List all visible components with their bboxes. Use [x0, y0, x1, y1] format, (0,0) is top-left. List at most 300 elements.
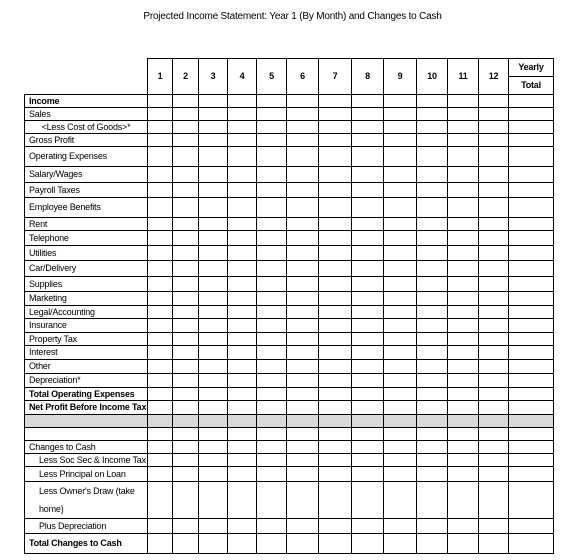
- month-cell[interactable]: [417, 319, 448, 333]
- month-cell[interactable]: [479, 534, 509, 554]
- month-cell[interactable]: [257, 198, 287, 218]
- month-cell[interactable]: [384, 147, 417, 167]
- month-cell[interactable]: [257, 534, 287, 554]
- month-cell[interactable]: [257, 134, 287, 147]
- month-cell[interactable]: [173, 360, 199, 374]
- month-cell[interactable]: [352, 183, 384, 198]
- yearly-total-cell[interactable]: [509, 482, 554, 519]
- month-cell[interactable]: [319, 246, 352, 261]
- month-cell[interactable]: [417, 261, 448, 277]
- yearly-total-cell[interactable]: [509, 454, 554, 467]
- month-cell[interactable]: [352, 95, 384, 108]
- month-cell[interactable]: [384, 415, 417, 428]
- month-cell[interactable]: [173, 292, 199, 306]
- month-cell[interactable]: [384, 218, 417, 231]
- month-cell[interactable]: [448, 261, 479, 277]
- month-cell[interactable]: [287, 198, 319, 218]
- month-cell[interactable]: [417, 519, 448, 534]
- yearly-total-cell[interactable]: [509, 95, 554, 108]
- month-cell[interactable]: [287, 261, 319, 277]
- month-cell[interactable]: [352, 306, 384, 319]
- month-cell[interactable]: [148, 415, 173, 428]
- yearly-total-cell[interactable]: [509, 388, 554, 401]
- month-cell[interactable]: [352, 441, 384, 454]
- yearly-total-cell[interactable]: [509, 534, 554, 554]
- yearly-total-cell[interactable]: [509, 198, 554, 218]
- month-cell[interactable]: [319, 360, 352, 374]
- month-cell[interactable]: [148, 218, 173, 231]
- month-cell[interactable]: [148, 277, 173, 292]
- month-cell[interactable]: [228, 360, 257, 374]
- month-cell[interactable]: [384, 482, 417, 519]
- month-cell[interactable]: [148, 482, 173, 519]
- month-cell[interactable]: [384, 134, 417, 147]
- month-cell[interactable]: [319, 534, 352, 554]
- month-cell[interactable]: [257, 346, 287, 360]
- month-cell[interactable]: [199, 246, 228, 261]
- month-cell[interactable]: [448, 428, 479, 441]
- month-cell[interactable]: [479, 428, 509, 441]
- month-cell[interactable]: [319, 167, 352, 183]
- month-cell[interactable]: [479, 360, 509, 374]
- month-cell[interactable]: [319, 333, 352, 346]
- month-cell[interactable]: [384, 467, 417, 482]
- month-cell[interactable]: [479, 415, 509, 428]
- month-cell[interactable]: [319, 147, 352, 167]
- month-cell[interactable]: [319, 441, 352, 454]
- yearly-total-cell[interactable]: [509, 519, 554, 534]
- month-cell[interactable]: [199, 261, 228, 277]
- month-cell[interactable]: [199, 147, 228, 167]
- month-cell[interactable]: [228, 333, 257, 346]
- yearly-total-cell[interactable]: [509, 231, 554, 246]
- month-cell[interactable]: [228, 306, 257, 319]
- month-cell[interactable]: [479, 519, 509, 534]
- month-cell[interactable]: [228, 467, 257, 482]
- month-cell[interactable]: [319, 231, 352, 246]
- month-cell[interactable]: [173, 121, 199, 134]
- month-cell[interactable]: [199, 108, 228, 121]
- month-cell[interactable]: [257, 454, 287, 467]
- month-cell[interactable]: [448, 482, 479, 519]
- month-cell[interactable]: [417, 231, 448, 246]
- month-cell[interactable]: [319, 482, 352, 519]
- month-cell[interactable]: [199, 415, 228, 428]
- month-cell[interactable]: [148, 147, 173, 167]
- month-cell[interactable]: [384, 183, 417, 198]
- month-cell[interactable]: [257, 218, 287, 231]
- month-cell[interactable]: [228, 482, 257, 519]
- month-cell[interactable]: [352, 519, 384, 534]
- month-cell[interactable]: [287, 306, 319, 319]
- month-cell[interactable]: [228, 218, 257, 231]
- month-cell[interactable]: [173, 231, 199, 246]
- month-cell[interactable]: [287, 534, 319, 554]
- month-cell[interactable]: [448, 95, 479, 108]
- month-cell[interactable]: [448, 467, 479, 482]
- month-cell[interactable]: [148, 428, 173, 441]
- month-cell[interactable]: [448, 218, 479, 231]
- month-cell[interactable]: [173, 534, 199, 554]
- month-cell[interactable]: [199, 333, 228, 346]
- month-cell[interactable]: [148, 374, 173, 388]
- month-cell[interactable]: [199, 534, 228, 554]
- month-cell[interactable]: [352, 167, 384, 183]
- month-cell[interactable]: [479, 441, 509, 454]
- month-cell[interactable]: [287, 454, 319, 467]
- month-cell[interactable]: [228, 388, 257, 401]
- month-cell[interactable]: [319, 218, 352, 231]
- month-cell[interactable]: [479, 292, 509, 306]
- month-cell[interactable]: [384, 333, 417, 346]
- month-cell[interactable]: [148, 246, 173, 261]
- month-cell[interactable]: [448, 198, 479, 218]
- month-cell[interactable]: [173, 277, 199, 292]
- month-cell[interactable]: [479, 261, 509, 277]
- yearly-total-cell[interactable]: [509, 441, 554, 454]
- month-cell[interactable]: [228, 292, 257, 306]
- yearly-total-cell[interactable]: [509, 360, 554, 374]
- month-cell[interactable]: [257, 292, 287, 306]
- month-cell[interactable]: [287, 218, 319, 231]
- month-cell[interactable]: [352, 467, 384, 482]
- month-cell[interactable]: [173, 454, 199, 467]
- month-cell[interactable]: [448, 277, 479, 292]
- month-cell[interactable]: [479, 346, 509, 360]
- yearly-total-cell[interactable]: [509, 218, 554, 231]
- month-cell[interactable]: [228, 454, 257, 467]
- month-cell[interactable]: [287, 519, 319, 534]
- month-cell[interactable]: [173, 198, 199, 218]
- month-cell[interactable]: [319, 277, 352, 292]
- month-cell[interactable]: [319, 261, 352, 277]
- month-cell[interactable]: [148, 519, 173, 534]
- month-cell[interactable]: [417, 218, 448, 231]
- month-cell[interactable]: [319, 454, 352, 467]
- month-cell[interactable]: [352, 428, 384, 441]
- yearly-total-cell[interactable]: [509, 306, 554, 319]
- month-cell[interactable]: [148, 231, 173, 246]
- month-cell[interactable]: [319, 388, 352, 401]
- month-cell[interactable]: [199, 134, 228, 147]
- month-cell[interactable]: [448, 374, 479, 388]
- month-cell[interactable]: [287, 374, 319, 388]
- month-cell[interactable]: [448, 306, 479, 319]
- month-cell[interactable]: [479, 147, 509, 167]
- month-cell[interactable]: [257, 183, 287, 198]
- month-cell[interactable]: [173, 374, 199, 388]
- month-cell[interactable]: [448, 108, 479, 121]
- month-cell[interactable]: [352, 121, 384, 134]
- month-cell[interactable]: [448, 534, 479, 554]
- month-cell[interactable]: [228, 147, 257, 167]
- month-cell[interactable]: [384, 360, 417, 374]
- month-cell[interactable]: [228, 167, 257, 183]
- month-cell[interactable]: [199, 374, 228, 388]
- month-cell[interactable]: [287, 277, 319, 292]
- month-cell[interactable]: [479, 333, 509, 346]
- month-cell[interactable]: [257, 167, 287, 183]
- month-cell[interactable]: [287, 346, 319, 360]
- month-cell[interactable]: [199, 441, 228, 454]
- month-cell[interactable]: [199, 167, 228, 183]
- month-cell[interactable]: [384, 441, 417, 454]
- month-cell[interactable]: [384, 261, 417, 277]
- month-cell[interactable]: [448, 388, 479, 401]
- yearly-total-cell[interactable]: [509, 147, 554, 167]
- month-cell[interactable]: [173, 134, 199, 147]
- yearly-total-cell[interactable]: [509, 167, 554, 183]
- month-cell[interactable]: [448, 183, 479, 198]
- month-cell[interactable]: [319, 428, 352, 441]
- month-cell[interactable]: [319, 198, 352, 218]
- month-cell[interactable]: [319, 183, 352, 198]
- month-cell[interactable]: [199, 218, 228, 231]
- month-cell[interactable]: [319, 134, 352, 147]
- month-cell[interactable]: [352, 292, 384, 306]
- month-cell[interactable]: [319, 306, 352, 319]
- month-cell[interactable]: [384, 292, 417, 306]
- month-cell[interactable]: [257, 360, 287, 374]
- month-cell[interactable]: [479, 167, 509, 183]
- month-cell[interactable]: [352, 319, 384, 333]
- month-cell[interactable]: [417, 121, 448, 134]
- month-cell[interactable]: [257, 388, 287, 401]
- month-cell[interactable]: [228, 231, 257, 246]
- month-cell[interactable]: [148, 346, 173, 360]
- month-cell[interactable]: [417, 388, 448, 401]
- month-cell[interactable]: [384, 306, 417, 319]
- month-cell[interactable]: [352, 534, 384, 554]
- month-cell[interactable]: [448, 134, 479, 147]
- month-cell[interactable]: [173, 482, 199, 519]
- month-cell[interactable]: [352, 261, 384, 277]
- month-cell[interactable]: [148, 333, 173, 346]
- month-cell[interactable]: [173, 441, 199, 454]
- month-cell[interactable]: [448, 319, 479, 333]
- month-cell[interactable]: [228, 95, 257, 108]
- month-cell[interactable]: [287, 388, 319, 401]
- month-cell[interactable]: [228, 428, 257, 441]
- month-cell[interactable]: [287, 441, 319, 454]
- yearly-total-cell[interactable]: [509, 108, 554, 121]
- month-cell[interactable]: [148, 319, 173, 333]
- month-cell[interactable]: [384, 534, 417, 554]
- month-cell[interactable]: [319, 519, 352, 534]
- month-cell[interactable]: [319, 346, 352, 360]
- month-cell[interactable]: [287, 95, 319, 108]
- month-cell[interactable]: [257, 121, 287, 134]
- month-cell[interactable]: [287, 415, 319, 428]
- month-cell[interactable]: [173, 467, 199, 482]
- month-cell[interactable]: [228, 134, 257, 147]
- month-cell[interactable]: [173, 218, 199, 231]
- month-cell[interactable]: [173, 519, 199, 534]
- month-cell[interactable]: [228, 401, 257, 415]
- month-cell[interactable]: [257, 415, 287, 428]
- month-cell[interactable]: [352, 415, 384, 428]
- month-cell[interactable]: [173, 346, 199, 360]
- month-cell[interactable]: [228, 198, 257, 218]
- month-cell[interactable]: [384, 167, 417, 183]
- month-cell[interactable]: [352, 482, 384, 519]
- month-cell[interactable]: [228, 415, 257, 428]
- month-cell[interactable]: [417, 183, 448, 198]
- month-cell[interactable]: [228, 534, 257, 554]
- month-cell[interactable]: [417, 198, 448, 218]
- month-cell[interactable]: [479, 277, 509, 292]
- month-cell[interactable]: [228, 374, 257, 388]
- month-cell[interactable]: [199, 388, 228, 401]
- month-cell[interactable]: [199, 306, 228, 319]
- yearly-total-cell[interactable]: [509, 121, 554, 134]
- month-cell[interactable]: [319, 108, 352, 121]
- month-cell[interactable]: [257, 401, 287, 415]
- yearly-total-cell[interactable]: [509, 401, 554, 415]
- month-cell[interactable]: [173, 415, 199, 428]
- month-cell[interactable]: [287, 467, 319, 482]
- month-cell[interactable]: [148, 95, 173, 108]
- month-cell[interactable]: [287, 360, 319, 374]
- month-cell[interactable]: [479, 95, 509, 108]
- month-cell[interactable]: [148, 134, 173, 147]
- yearly-total-cell[interactable]: [509, 292, 554, 306]
- month-cell[interactable]: [287, 292, 319, 306]
- month-cell[interactable]: [479, 218, 509, 231]
- month-cell[interactable]: [228, 183, 257, 198]
- month-cell[interactable]: [287, 167, 319, 183]
- month-cell[interactable]: [448, 167, 479, 183]
- month-cell[interactable]: [199, 121, 228, 134]
- month-cell[interactable]: [479, 467, 509, 482]
- yearly-total-cell[interactable]: [509, 374, 554, 388]
- month-cell[interactable]: [417, 346, 448, 360]
- month-cell[interactable]: [257, 441, 287, 454]
- month-cell[interactable]: [384, 428, 417, 441]
- month-cell[interactable]: [257, 519, 287, 534]
- month-cell[interactable]: [199, 231, 228, 246]
- month-cell[interactable]: [148, 401, 173, 415]
- month-cell[interactable]: [148, 292, 173, 306]
- month-cell[interactable]: [479, 121, 509, 134]
- month-cell[interactable]: [228, 108, 257, 121]
- month-cell[interactable]: [148, 534, 173, 554]
- yearly-total-cell[interactable]: [509, 428, 554, 441]
- month-cell[interactable]: [319, 319, 352, 333]
- month-cell[interactable]: [199, 319, 228, 333]
- month-cell[interactable]: [352, 454, 384, 467]
- month-cell[interactable]: [148, 306, 173, 319]
- yearly-total-cell[interactable]: [509, 134, 554, 147]
- month-cell[interactable]: [417, 428, 448, 441]
- month-cell[interactable]: [173, 167, 199, 183]
- month-cell[interactable]: [384, 319, 417, 333]
- month-cell[interactable]: [148, 360, 173, 374]
- month-cell[interactable]: [479, 482, 509, 519]
- month-cell[interactable]: [384, 346, 417, 360]
- month-cell[interactable]: [352, 374, 384, 388]
- month-cell[interactable]: [352, 401, 384, 415]
- month-cell[interactable]: [384, 108, 417, 121]
- month-cell[interactable]: [287, 428, 319, 441]
- month-cell[interactable]: [199, 401, 228, 415]
- month-cell[interactable]: [228, 246, 257, 261]
- month-cell[interactable]: [199, 292, 228, 306]
- month-cell[interactable]: [199, 360, 228, 374]
- month-cell[interactable]: [352, 198, 384, 218]
- month-cell[interactable]: [417, 147, 448, 167]
- month-cell[interactable]: [448, 292, 479, 306]
- month-cell[interactable]: [257, 277, 287, 292]
- month-cell[interactable]: [479, 454, 509, 467]
- month-cell[interactable]: [287, 246, 319, 261]
- month-cell[interactable]: [352, 218, 384, 231]
- month-cell[interactable]: [173, 388, 199, 401]
- yearly-total-cell[interactable]: [509, 246, 554, 261]
- month-cell[interactable]: [352, 388, 384, 401]
- month-cell[interactable]: [479, 306, 509, 319]
- month-cell[interactable]: [417, 401, 448, 415]
- month-cell[interactable]: [148, 454, 173, 467]
- month-cell[interactable]: [257, 147, 287, 167]
- month-cell[interactable]: [417, 374, 448, 388]
- month-cell[interactable]: [417, 482, 448, 519]
- month-cell[interactable]: [319, 95, 352, 108]
- month-cell[interactable]: [148, 183, 173, 198]
- month-cell[interactable]: [384, 401, 417, 415]
- month-cell[interactable]: [287, 121, 319, 134]
- month-cell[interactable]: [448, 121, 479, 134]
- month-cell[interactable]: [384, 95, 417, 108]
- yearly-total-cell[interactable]: [509, 415, 554, 428]
- month-cell[interactable]: [199, 482, 228, 519]
- month-cell[interactable]: [417, 134, 448, 147]
- month-cell[interactable]: [148, 108, 173, 121]
- month-cell[interactable]: [199, 519, 228, 534]
- month-cell[interactable]: [199, 346, 228, 360]
- month-cell[interactable]: [352, 231, 384, 246]
- month-cell[interactable]: [319, 292, 352, 306]
- month-cell[interactable]: [417, 167, 448, 183]
- month-cell[interactable]: [448, 519, 479, 534]
- month-cell[interactable]: [287, 231, 319, 246]
- month-cell[interactable]: [352, 147, 384, 167]
- month-cell[interactable]: [228, 319, 257, 333]
- yearly-total-cell[interactable]: [509, 333, 554, 346]
- month-cell[interactable]: [479, 319, 509, 333]
- month-cell[interactable]: [417, 360, 448, 374]
- month-cell[interactable]: [417, 467, 448, 482]
- month-cell[interactable]: [257, 374, 287, 388]
- month-cell[interactable]: [173, 246, 199, 261]
- month-cell[interactable]: [417, 108, 448, 121]
- month-cell[interactable]: [287, 401, 319, 415]
- month-cell[interactable]: [257, 467, 287, 482]
- month-cell[interactable]: [352, 360, 384, 374]
- month-cell[interactable]: [173, 95, 199, 108]
- month-cell[interactable]: [417, 246, 448, 261]
- month-cell[interactable]: [199, 95, 228, 108]
- month-cell[interactable]: [384, 519, 417, 534]
- month-cell[interactable]: [319, 401, 352, 415]
- month-cell[interactable]: [319, 121, 352, 134]
- month-cell[interactable]: [479, 134, 509, 147]
- month-cell[interactable]: [352, 134, 384, 147]
- month-cell[interactable]: [448, 441, 479, 454]
- month-cell[interactable]: [352, 246, 384, 261]
- month-cell[interactable]: [199, 428, 228, 441]
- month-cell[interactable]: [448, 246, 479, 261]
